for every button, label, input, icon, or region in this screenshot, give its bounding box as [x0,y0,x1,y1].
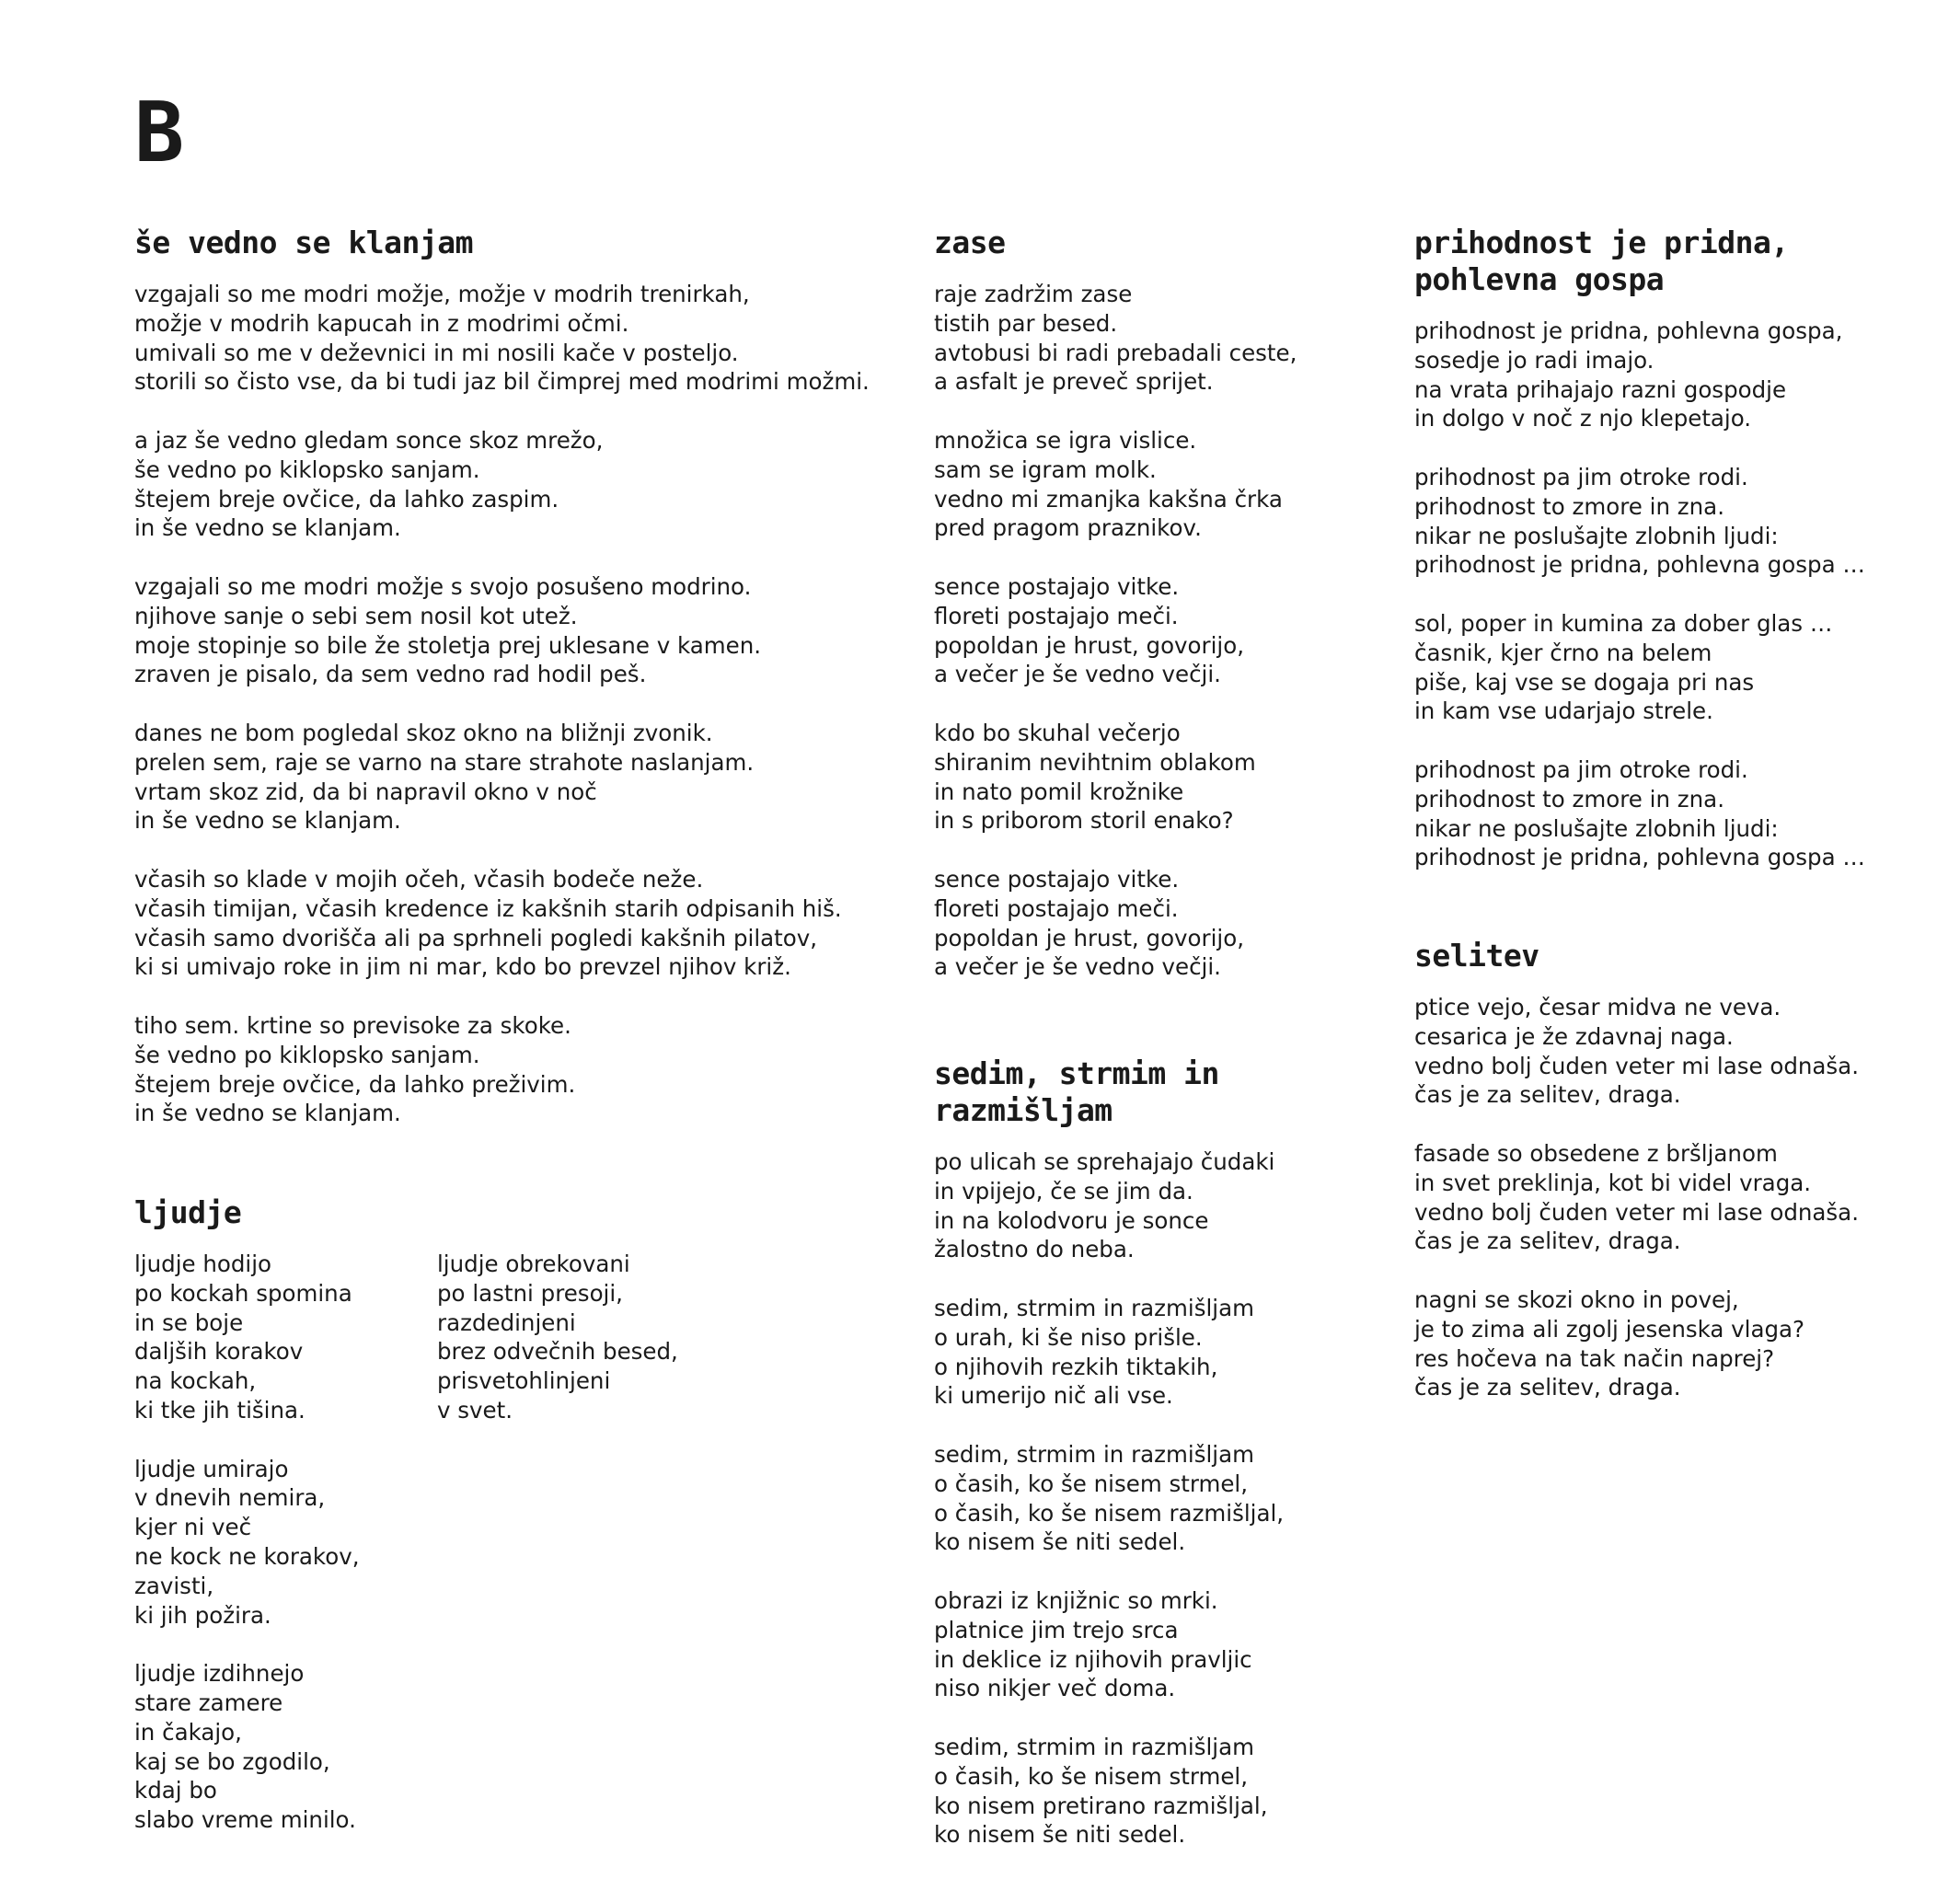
poem-prihodnost [1414,225,1939,872]
stanza: ljudje obrekovani po lastni presoji, razdedinjeni brez odvečnih besed, prisvetohlinjeni v svet. [437,1251,678,1424]
column-left [134,225,926,1180]
stanza: ptice vejo, česar midva ne veva. cesarica je že zdavnaj naga. vedno bolj čuden veter mi lase odnaša. čas je za selitev, draga. [1414,994,1859,1109]
stanza: kdo bo skuhal večerjo shiranim nevihtnim oblakom in nato pomil krožnike in s priborom storil enako? [934,719,1256,835]
stanza: tiho sem. krtine so previsoke za skoke. še vedno po kiklopsko sanjam. štejem breje ovčice, da lahko preživim. in še vedno se klanjam. [134,1011,576,1127]
poem-title: prihodnost je pridna, pohlevna gospa [1414,225,1789,297]
stanza: množica se igra vislice. sam se igram molk. vedno mi zmanjka kakšna črka pred pragom praznikov. [934,426,1283,542]
stanza: obrazi iz knjižnic so mrki. platnice jim trejo srca in deklice iz njihovih pravljic niso nikjer več doma. [934,1586,1252,1702]
ljudje-right-column [437,1250,741,1455]
stanza: a jaz še vedno gledam sonce skoz mrežo, še vedno po kiklopsko sanjam. štejem breje ovčice, da lahko zaspim. in še vedno se klanjam. [134,426,604,542]
stanza: vzgajali so me modri možje, možje v modrih trenirkah, možje v modrih kapucah in z modrimi očmi. umivali so me v deževnici in mi nosili kače v posteljo. storili so čisto vse, da bi tudi jaz bil čimprej med modrimi možmi. [134,281,870,396]
stanza: vzgajali so me modri možje s svojo posušeno modrino. njihove sanje o sebi sem nosil kot utež. moje stopinje so bile že stoletja prej uklesane v kamen. zraven je pisalo, da sem vedno rad hodil peš. [134,572,762,688]
stanza: prihodnost pa jim otroke rodi. prihodnost to zmore in zna. nikar ne poslušajte zlobnih ljudi: prihodnost je pridna, pohlevna gospa … [1414,463,1865,579]
stanza: ljudje izdihnejo stare zamere in čakajo, kaj se bo zgodilo, kdaj bo slabo vreme minilo. [134,1660,356,1834]
poem-selitev [1414,938,1939,1432]
poem-title: zase [934,225,1006,260]
stanza: fasade so obsedene z bršljanom in svet preklinja, kot bi videl vraga. vedno bolj čuden veter mi lase odnaša. čas je za selitev, draga. [1414,1139,1859,1255]
column-right [1414,225,1939,1401]
stanza: prihodnost je pridna, pohlevna gospa, sosedje jo radi imajo. na vrata prihajajo razni gospodje in dolgo v noč z njo klepetajo. [1414,317,1843,432]
poem-ljudje [134,1194,778,1839]
stanza: sence postajajo vitke. floreti postajajo meči. popoldan je hrust, govorijo, a večer je še vedno večji. [934,572,1245,688]
poem-se-vedno-se-klanjam [134,225,926,1128]
poem-title: še vedno se klanjam [134,225,473,260]
stanza: sence postajajo vitke. floreti postajajo meči. popoldan je hrust, govorijo, a večer je še vedno večji. [934,865,1245,981]
poem-title: sedim, strmim in razmišljam [934,1055,1219,1128]
stanza: danes ne bom pogledal skoz okno na bližnji zvonik. prelen sem, raje se varno na stare strahote naslanjam. vrtam skoz zid, da bi napravil okno v noč in še vedno se klanjam. [134,719,755,835]
ljudje-left-column [134,1250,429,1864]
poem-title: selitev [1414,938,1539,974]
stanza: nagni se skozi okno in povej, je to zima ali zgolj jesenska vlaga? res hočeva na tak način naprej? čas je za selitev, draga. [1414,1285,1805,1401]
poem-zase [934,225,1394,982]
stanza: po ulicah se sprehajajo čudaki in vpijejo, če se jim da. in na kolodvoru je sonce žalostno do neba. [934,1148,1275,1263]
stanza: včasih so klade v mojih očeh, včasih bodeče neže. včasih timijan, včasih kredence iz kakšnih starih odpisanih hiš. včasih samo dvorišča ali pa sprhneli pogledi kakšnih pilatov, ki si umivajo roke in jim ni mar, kdo bo prevzel njihov križ. [134,865,842,981]
page-letter: B [134,85,185,181]
stanza: sedim, strmim in razmišljam o urah, ki še niso prišle. o njihovih rezkih tiktakih, ki umerijo nič ali vse. [934,1294,1254,1410]
stanza: raje zadržim zase tistih par besed. avtobusi bi radi prebadali ceste, a asfalt je preveč sprijet. [934,281,1297,396]
stanza: ljudje umirajo v dnevih nemira, kjer ni več ne kock ne korakov, zavisti, ki jih požira. [134,1455,360,1629]
stanza: sol, poper in kumina za dober glas … časnik, kjer črno na belem piše, kaj vse se dogaja pri nas in kam vse udarjajo strele. [1414,609,1833,725]
poem-title: ljudje [134,1194,242,1230]
stanza: prihodnost pa jim otroke rodi. prihodnost to zmore in zna. nikar ne poslušajte zlobnih ljudi: prihodnost je pridna, pohlevna gospa … [1414,755,1865,871]
stanza: ljudje hodijo po kockah spomina in se boje daljših korakov na kockah, ki tke jih tišina. [134,1251,352,1424]
stanza: sedim, strmim in razmišljam o časih, ko še nisem strmel, ko nisem pretirano razmišljal, ko nisem še niti sedel. [934,1733,1268,1849]
poem-sedim-strmim-in-razmisljam [934,1055,1376,1879]
stanza: sedim, strmim in razmišljam o časih, ko še nisem strmel, o časih, ko še nisem razmišljal, ko nisem še niti sedel. [934,1440,1285,1556]
column-middle [934,225,1394,1849]
